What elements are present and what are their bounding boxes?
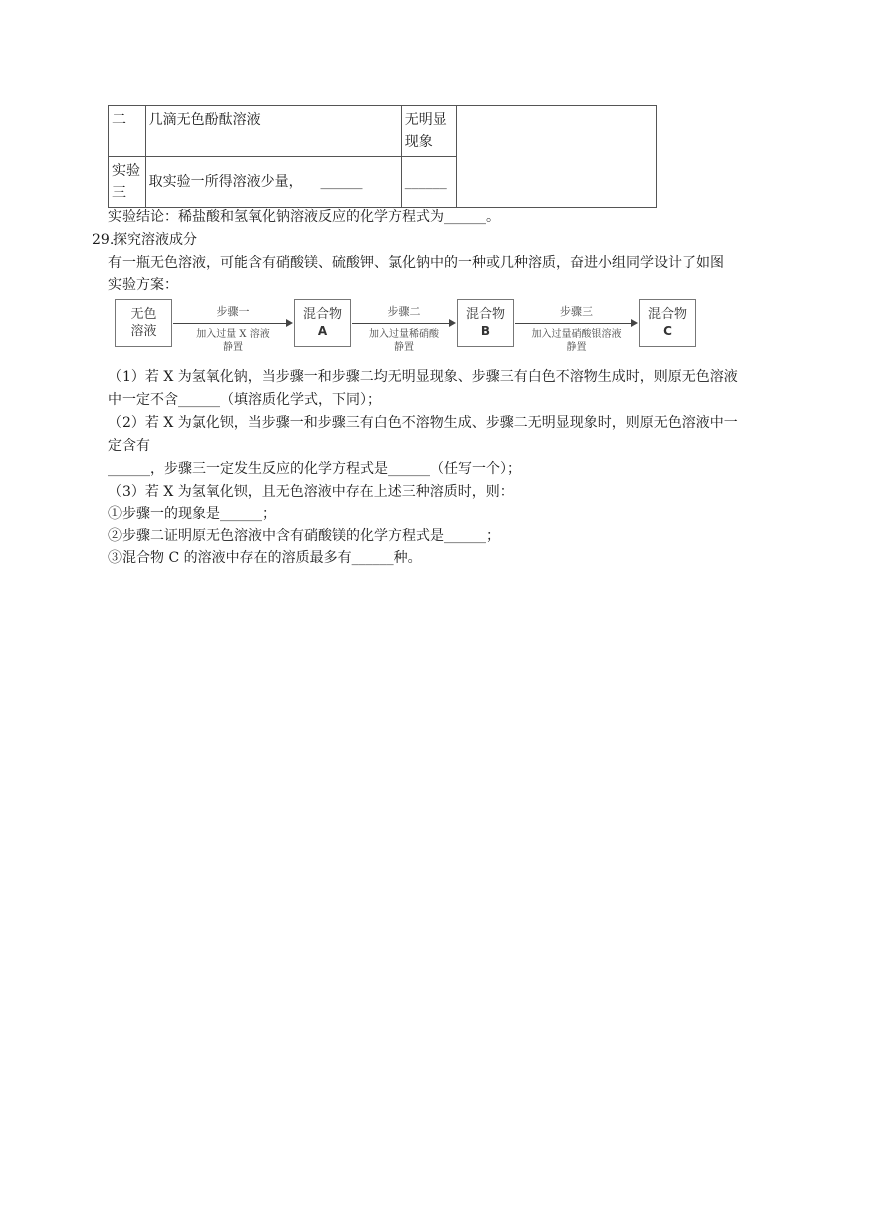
part3-text: ③混合物 C 的溶液中存在的溶质最多有______种。 [108,550,422,566]
table-row [109,106,657,157]
table-cell-reagent: 几滴无色酚酞溶液 [145,106,401,157]
flow-box-c: 混合物 C [639,299,696,347]
question-intro: 有一瓶无色溶液，可能含有硝酸镁、硫酸钾、氯化钠中的一种或几种溶质，奋进小组同学设计了如图 [108,255,724,271]
answer-blank: ______ [320,174,363,190]
flow-arrow-step1: 步骤一 加入过量 X 溶液 静置 [173,297,293,353]
part2-text: ______，步骤三一定发生反应的化学方程式是______（任写一个）； [108,461,521,477]
part3-text: ②步骤二证明原无色溶液中含有硝酸镁的化学方程式是______； [108,528,500,544]
part2-text: （2）若 X 为氯化钡，当步骤一和步骤三有白色不溶物生成、步骤二无明显现象时，则原无色溶液中一 [108,415,738,431]
part2-text: 定含有 [108,438,150,454]
flow-arrow-step3: 步骤三 加入过量硝酸银溶液 静置 [515,297,638,353]
table-cell-label: 二 [109,106,146,157]
experiment-table [108,105,657,208]
flow-box-start: 无色 溶液 [115,299,172,347]
part3-text: （3）若 X 为氢氧化钡，且无色溶液中存在上述三种溶质时，则： [108,484,514,500]
experiment-conclusion: 实验结论：稀盐酸和氢氧化钠溶液反应的化学方程式为______。 [108,209,500,225]
part3-text: ①步骤一的现象是______； [108,506,276,522]
table-cell-conclusion [456,106,656,208]
part1-text: （1）若 X 为氢氧化钠，当步骤一和步骤二均无明显现象、步骤三有白色不溶物生成时，则原无色溶液 [108,369,738,385]
part1-text: 中一定不含______（填溶质化学式，下同）； [108,392,381,408]
table-cell-phenomenon-blank: ______ [401,157,456,208]
table-cell-label: 实验三 [109,157,146,208]
flow-box-a: 混合物 A [294,299,351,347]
flow-diagram [113,297,703,355]
table-cell-phenomenon: 无明显现象 [401,106,456,157]
flow-arrow-step2: 步骤二 加入过量稀硝酸 静置 [352,297,456,353]
question-intro: 实验方案： [108,277,178,293]
flow-box-b: 混合物 B [457,299,514,347]
question-title: 探究溶液成分 [113,232,197,248]
table-cell-reagent: 取实验一所得溶液少量， ______ [145,157,401,208]
question-number: 29. [92,232,115,248]
